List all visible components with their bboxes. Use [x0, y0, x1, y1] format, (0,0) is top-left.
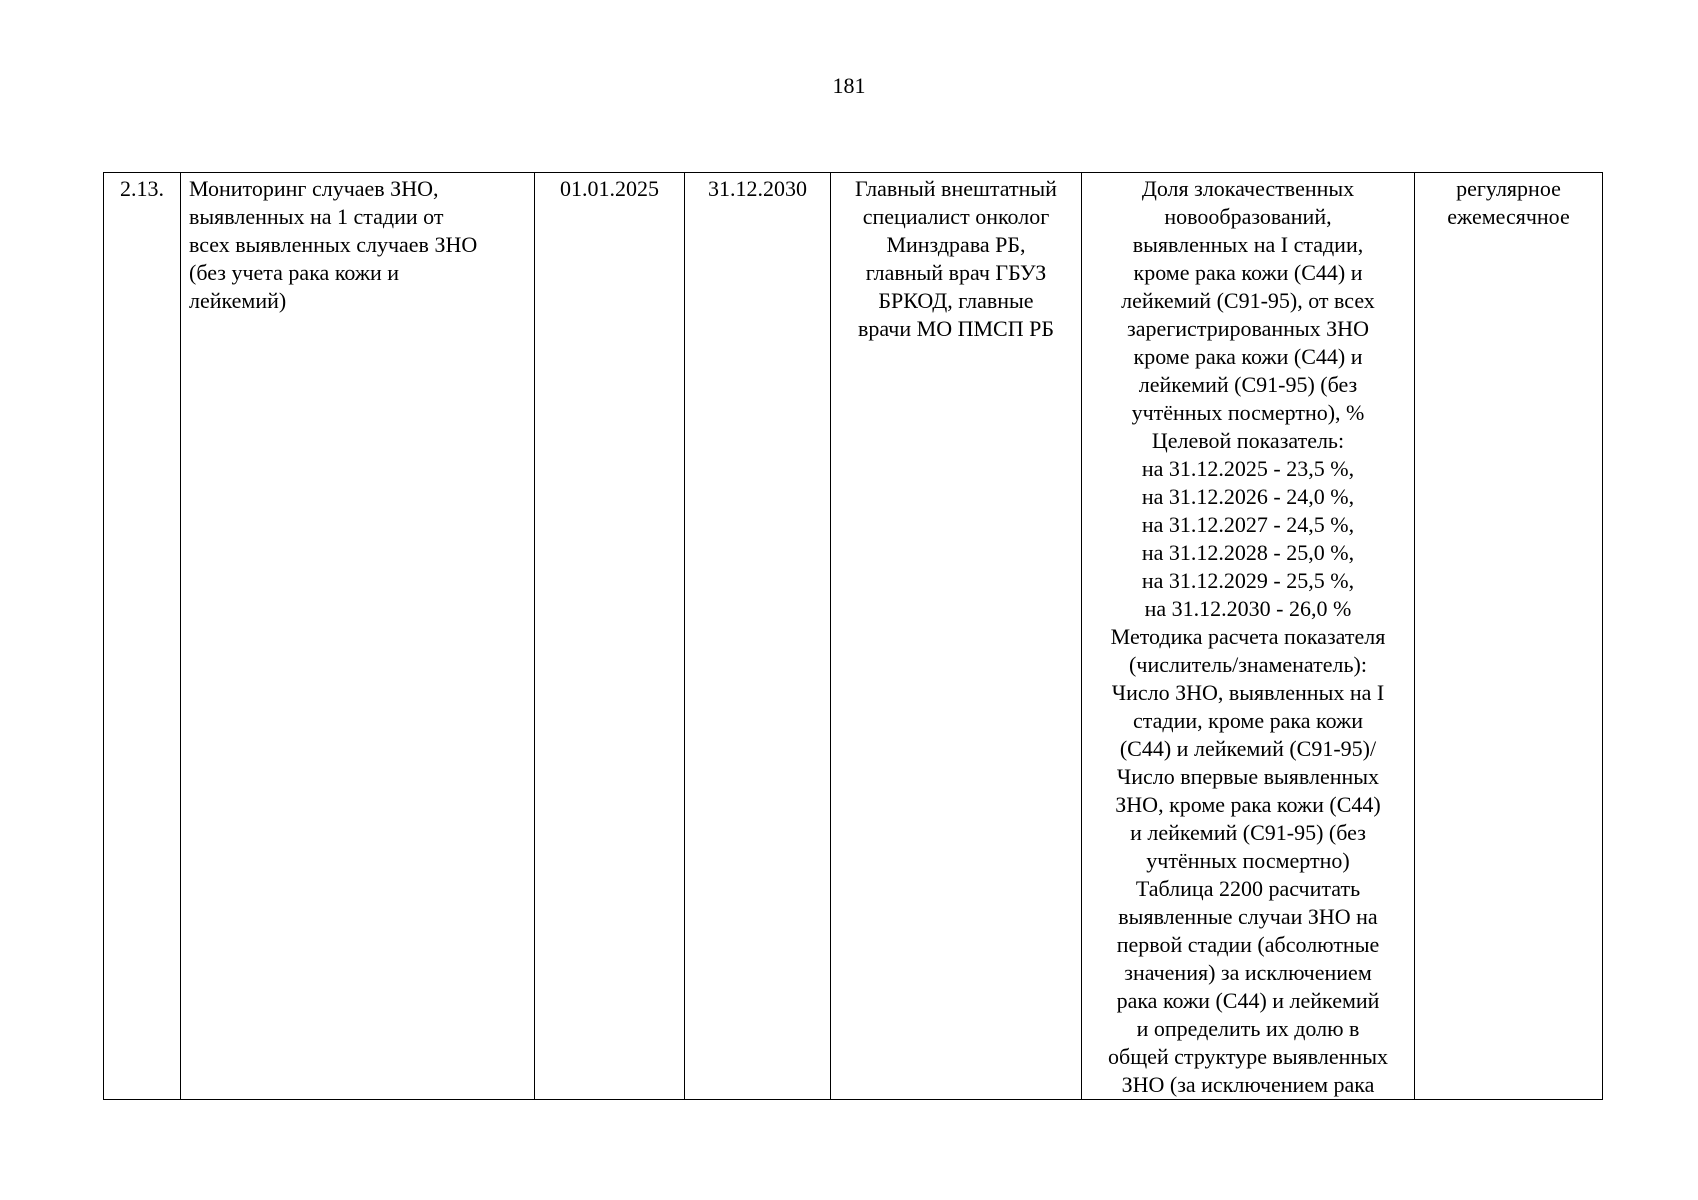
cell-text-line: Главный внештатный [855, 176, 1057, 201]
cell-text-line: Минздрава РБ, [886, 232, 1026, 257]
cell-text-line: ЗНО, кроме рака кожи (С44) [1115, 792, 1381, 817]
cell-text-line: Мониторинг случаев ЗНО, [189, 176, 439, 201]
cell-text-line: новообразований, [1164, 204, 1332, 229]
cell-text-line: специалист онколог [862, 204, 1050, 229]
cell-text-line: Число впервые выявленных [1116, 764, 1380, 789]
cell-text-line: регулярное [1456, 176, 1561, 201]
cell-text-line: Целевой показатель: [1151, 428, 1345, 453]
cell-text-line: учтённых посмертно), % [1131, 400, 1365, 425]
responsible-cell [831, 173, 1082, 1100]
cell-text-line: (без учета рака кожи и [189, 260, 400, 285]
cell-text-line: Доля злокачественных [1141, 176, 1355, 201]
cell-text-line: (числитель/знаменатель): [1129, 652, 1367, 677]
cell-text-line: и определить их долю в [1136, 1016, 1360, 1041]
end-date-cell: 31.12.2030 [685, 173, 831, 1100]
cell-text-line: зарегистрированных ЗНО [1127, 316, 1369, 341]
cell-text-line: на 31.12.2028 - 25,0 %, [1141, 540, 1355, 565]
cell-text-line: лейкемий (С91-95), от всех [1121, 288, 1375, 313]
cell-text-line: выявленные случаи ЗНО на [1118, 904, 1378, 929]
item-number-cell: 2.13. [104, 173, 181, 1100]
cell-text-line: на 31.12.2029 - 25,5 %, [1141, 568, 1355, 593]
plan-table [103, 172, 1603, 1100]
cell-text-line: БРКОД, главные [878, 288, 1034, 313]
cell-text-line: Методика расчета показателя [1110, 624, 1386, 649]
cell-text-line: на 31.12.2026 - 24,0 %, [1141, 484, 1355, 509]
cell-text-line: кроме рака кожи (С44) и [1133, 260, 1363, 285]
cell-text-line: выявленных на 1 стадии от [189, 204, 444, 229]
table-row [104, 173, 1603, 1100]
cell-text-line: рака кожи (С44) и лейкемий [1116, 988, 1380, 1013]
cell-text-line: учтённых посмертно) [1146, 848, 1350, 873]
cell-text-line: общей структуре выявленных [1108, 1044, 1388, 1069]
cell-text-line: Число ЗНО, выявленных на I [1111, 680, 1385, 705]
cell-text-line: стадии, кроме рака кожи [1133, 708, 1363, 733]
frequency-cell [1415, 173, 1603, 1100]
cell-text-line: на 31.12.2030 - 26,0 % [1144, 596, 1352, 621]
cell-text-line: и лейкемий (С91-95) (без [1130, 820, 1366, 845]
cell-text-line: лейкемий (С91-95) (без [1138, 372, 1358, 397]
cell-text-line: выявленных на I стадии, [1132, 232, 1364, 257]
cell-text-line: врачи МО ПМСП РБ [858, 316, 1054, 341]
cell-text-line: на 31.12.2027 - 24,5 %, [1141, 512, 1355, 537]
start-date-cell: 01.01.2025 [535, 173, 685, 1100]
cell-text-line: ежемесячное [1447, 204, 1570, 229]
cell-text-line: Таблица 2200 расчитать [1135, 876, 1361, 901]
cell-text-line: всех выявленных случаев ЗНО [189, 232, 478, 257]
cell-text-line: лейкемий) [189, 288, 287, 313]
cell-text-line: на 31.12.2025 - 23,5 %, [1141, 456, 1355, 481]
activity-name-cell [181, 173, 535, 1100]
cell-text-line: ЗНО (за исключением рака [1121, 1072, 1375, 1097]
page-number: 181 [832, 73, 866, 98]
cell-text-line: (С44) и лейкемий (С91-95)/ [1119, 736, 1377, 761]
cell-text-line: кроме рака кожи (С44) и [1133, 344, 1363, 369]
cell-text-line: значения) за исключением [1124, 960, 1372, 985]
cell-text-line: первой стадии (абсолютные [1116, 932, 1380, 957]
cell-text-line: главный врач ГБУЗ [865, 260, 1047, 285]
indicator-cell [1082, 173, 1415, 1100]
